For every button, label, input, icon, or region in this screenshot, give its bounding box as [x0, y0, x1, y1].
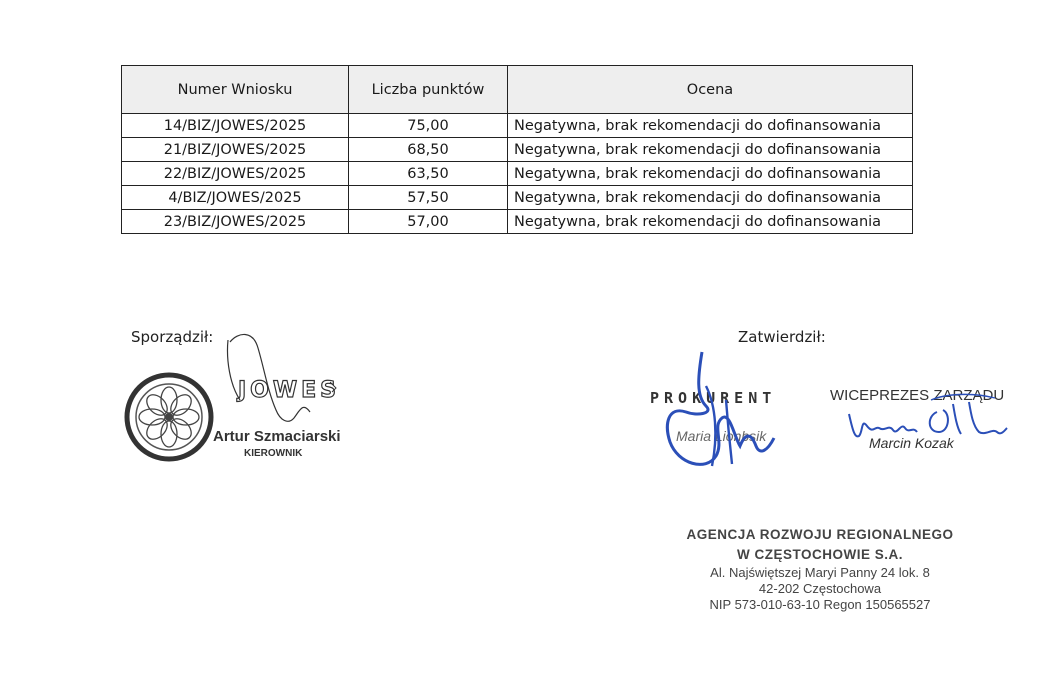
table-header-row: [122, 66, 913, 114]
cell-punkty: 68,50: [349, 138, 508, 162]
jowes-logo-icon: [124, 372, 214, 462]
table-row: [122, 114, 913, 138]
cell-ocena: Negatywna, brak rekomendacji do dofinansowania: [508, 210, 913, 234]
cell-ocena: Negatywna, brak rekomendacji do dofinansowania: [508, 162, 913, 186]
vp-stamp-title: WICEPREZES ZARZĄDU: [830, 387, 1005, 404]
header-ocena: Ocena: [508, 66, 913, 114]
table-row: [122, 186, 913, 210]
cell-punkty: 57,00: [349, 210, 508, 234]
cell-punkty: 57,50: [349, 186, 508, 210]
cell-punkty: 63,50: [349, 162, 508, 186]
company-city: 42-202 Częstochowa: [758, 581, 882, 596]
left-signer-role: KIEROWNIK: [244, 448, 303, 459]
company-name-line2: W CZĘSTOCHOWIE S.A.: [736, 547, 903, 562]
cell-numer: 23/BIZ/JOWES/2025: [122, 210, 349, 234]
cell-ocena: Negatywna, brak rekomendacji do dofinansowania: [508, 114, 913, 138]
results-table: [121, 65, 913, 234]
table-row: [122, 210, 913, 234]
jowes-logo-text: JOWES: [238, 378, 341, 403]
prokurent-signature-icon: [656, 346, 786, 478]
vp-name: Marcin Kozak: [869, 435, 954, 451]
cell-ocena: Negatywna, brak rekomendacji do dofinansowania: [508, 138, 913, 162]
vp-signature-icon: [845, 392, 1010, 450]
cell-ocena: Negatywna, brak rekomendacji do dofinansowania: [508, 186, 913, 210]
prepared-by-label: Sporządził:: [131, 328, 214, 346]
company-tax-ids: NIP 573-010-63-10 Regon 150565527: [709, 597, 931, 612]
table-row: [122, 138, 913, 162]
cell-numer: 21/BIZ/JOWES/2025: [122, 138, 349, 162]
header-punkty: Liczba punktów: [349, 66, 508, 114]
cell-numer: 4/BIZ/JOWES/2025: [122, 186, 349, 210]
company-stamp: [670, 525, 970, 613]
cell-numer: 22/BIZ/JOWES/2025: [122, 162, 349, 186]
header-numer: Numer Wniosku: [122, 66, 349, 114]
cell-punkty: 75,00: [349, 114, 508, 138]
company-address: Al. Najświętszej Maryi Panny 24 lok. 8: [710, 565, 930, 580]
prokurent-name: Maria Lionbsik: [676, 428, 767, 444]
prokurent-stamp-title: PROKURENT: [650, 389, 777, 407]
cell-numer: 14/BIZ/JOWES/2025: [122, 114, 349, 138]
company-name-line1: AGENCJA ROZWOJU REGIONALNEGO: [686, 527, 954, 542]
left-signature-icon: [218, 330, 348, 435]
approved-by-label: Zatwierdził:: [738, 328, 826, 346]
table-row: [122, 162, 913, 186]
left-signer-name: Artur Szmaciarski: [213, 428, 341, 445]
